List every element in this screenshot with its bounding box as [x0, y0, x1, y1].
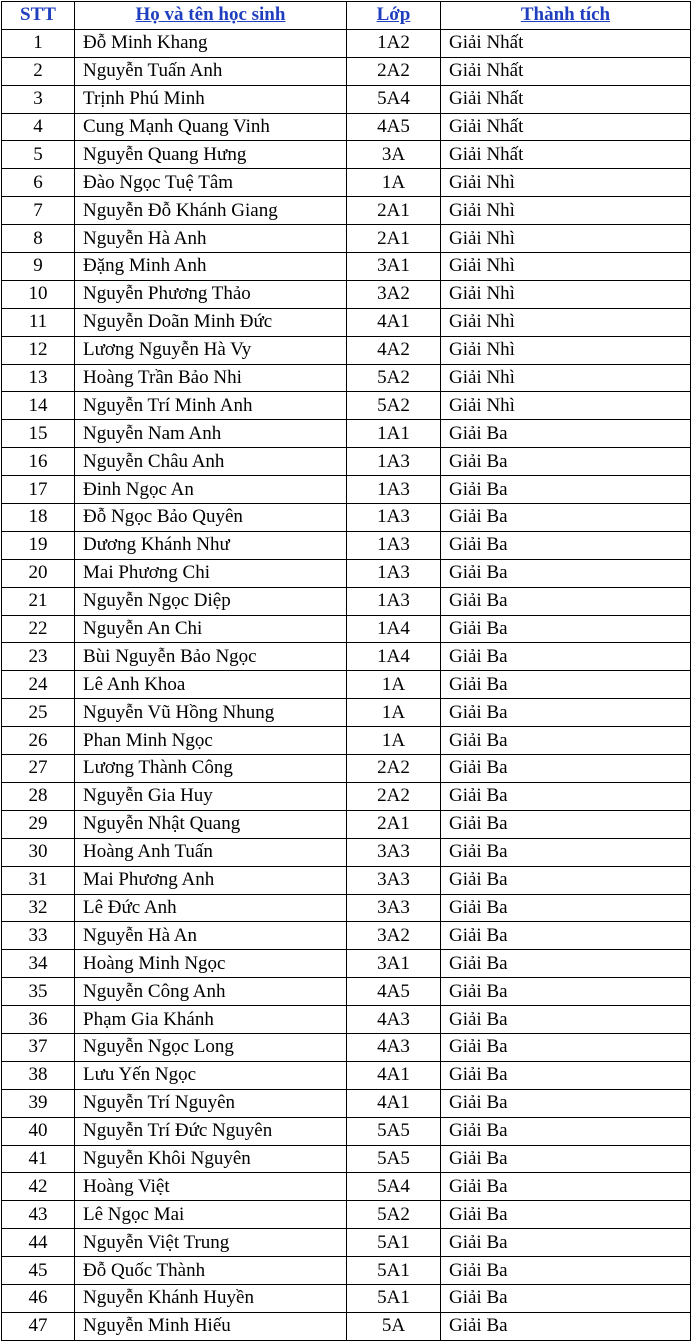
cell-name: Nguyễn Khánh Huyền — [75, 1284, 347, 1312]
cell-award: Giải Ba — [441, 838, 691, 866]
cell-class: 5A2 — [347, 364, 441, 392]
cell-class: 1A3 — [347, 448, 441, 476]
table-row — [2, 280, 691, 308]
cell-award: Giải Ba — [441, 448, 691, 476]
table-row — [2, 699, 691, 727]
cell-award: Giải Ba — [441, 922, 691, 950]
table-row — [2, 1173, 691, 1201]
cell-stt: 32 — [2, 894, 75, 922]
cell-award: Giải Ba — [441, 1006, 691, 1034]
cell-award: Giải Nhì — [441, 364, 691, 392]
cell-class: 3A1 — [347, 950, 441, 978]
table-row — [2, 197, 691, 225]
cell-name: Mai Phương Chi — [75, 559, 347, 587]
cell-award: Giải Ba — [441, 587, 691, 615]
cell-name: Cung Mạnh Quang Vinh — [75, 113, 347, 141]
cell-class: 1A4 — [347, 615, 441, 643]
cell-stt: 3 — [2, 85, 75, 113]
cell-name: Phan Minh Ngọc — [75, 727, 347, 755]
cell-class: 3A3 — [347, 866, 441, 894]
cell-name: Nguyễn Đỗ Khánh Giang — [75, 197, 347, 225]
cell-stt: 30 — [2, 838, 75, 866]
cell-name: Hoàng Anh Tuấn — [75, 838, 347, 866]
cell-class: 4A5 — [347, 978, 441, 1006]
cell-award: Giải Ba — [441, 866, 691, 894]
cell-stt: 23 — [2, 643, 75, 671]
cell-name: Lê Anh Khoa — [75, 671, 347, 699]
cell-name: Đào Ngọc Tuệ Tâm — [75, 169, 347, 197]
table-row — [2, 671, 691, 699]
table-row — [2, 838, 691, 866]
cell-award: Giải Nhất — [441, 113, 691, 141]
cell-class: 1A3 — [347, 476, 441, 504]
cell-award: Giải Nhất — [441, 85, 691, 113]
cell-award: Giải Ba — [441, 1201, 691, 1229]
cell-stt: 41 — [2, 1145, 75, 1173]
cell-name: Đặng Minh Anh — [75, 253, 347, 281]
table-row — [2, 978, 691, 1006]
cell-class: 1A — [347, 169, 441, 197]
cell-stt: 9 — [2, 253, 75, 281]
cell-stt: 29 — [2, 810, 75, 838]
cell-stt: 5 — [2, 141, 75, 169]
cell-class: 3A2 — [347, 280, 441, 308]
cell-class: 3A — [347, 141, 441, 169]
cell-stt: 34 — [2, 950, 75, 978]
cell-name: Lê Ngọc Mai — [75, 1201, 347, 1229]
cell-award: Giải Ba — [441, 1117, 691, 1145]
table-row — [2, 57, 691, 85]
cell-class: 3A1 — [347, 253, 441, 281]
cell-award: Giải Nhất — [441, 57, 691, 85]
cell-class: 2A2 — [347, 755, 441, 783]
cell-award: Giải Nhì — [441, 280, 691, 308]
cell-award: Giải Ba — [441, 1229, 691, 1257]
cell-name: Lưu Yến Ngọc — [75, 1061, 347, 1089]
cell-class: 5A5 — [347, 1145, 441, 1173]
cell-stt: 16 — [2, 448, 75, 476]
cell-class: 5A2 — [347, 392, 441, 420]
table-row — [2, 587, 691, 615]
table-row — [2, 336, 691, 364]
cell-name: Lương Thành Công — [75, 755, 347, 783]
cell-award: Giải Ba — [441, 1089, 691, 1117]
cell-class: 3A3 — [347, 894, 441, 922]
cell-class: 2A1 — [347, 225, 441, 253]
cell-award: Giải Ba — [441, 1257, 691, 1285]
table-row — [2, 1312, 691, 1340]
header-row — [2, 2, 691, 30]
table-row — [2, 922, 691, 950]
cell-class: 4A1 — [347, 1061, 441, 1089]
cell-name: Nguyễn Minh Hiếu — [75, 1312, 347, 1340]
header-award: Thành tích — [441, 2, 691, 30]
cell-stt: 38 — [2, 1061, 75, 1089]
cell-award: Giải Ba — [441, 810, 691, 838]
cell-award: Giải Nhì — [441, 169, 691, 197]
cell-name: Nguyễn Doãn Minh Đức — [75, 308, 347, 336]
cell-name: Nguyễn Gia Huy — [75, 782, 347, 810]
cell-stt: 25 — [2, 699, 75, 727]
table-row — [2, 113, 691, 141]
cell-stt: 40 — [2, 1117, 75, 1145]
cell-stt: 42 — [2, 1173, 75, 1201]
table-row — [2, 1089, 691, 1117]
cell-stt: 7 — [2, 197, 75, 225]
table-row — [2, 894, 691, 922]
cell-stt: 15 — [2, 420, 75, 448]
cell-stt: 33 — [2, 922, 75, 950]
cell-award: Giải Ba — [441, 643, 691, 671]
cell-award: Giải Ba — [441, 1173, 691, 1201]
cell-stt: 44 — [2, 1229, 75, 1257]
table-row — [2, 755, 691, 783]
cell-award: Giải Ba — [441, 950, 691, 978]
cell-stt: 2 — [2, 57, 75, 85]
cell-name: Hoàng Minh Ngọc — [75, 950, 347, 978]
cell-name: Đỗ Minh Khang — [75, 29, 347, 57]
cell-class: 4A5 — [347, 113, 441, 141]
table-row — [2, 1201, 691, 1229]
cell-stt: 17 — [2, 476, 75, 504]
table-row — [2, 1061, 691, 1089]
table-row — [2, 866, 691, 894]
cell-stt: 26 — [2, 727, 75, 755]
cell-name: Dương Khánh Như — [75, 531, 347, 559]
table-row — [2, 1229, 691, 1257]
cell-award: Giải Ba — [441, 782, 691, 810]
table-row — [2, 1033, 691, 1061]
cell-class: 4A1 — [347, 1089, 441, 1117]
cell-award: Giải Ba — [441, 1284, 691, 1312]
cell-award: Giải Ba — [441, 1145, 691, 1173]
cell-name: Nguyễn Ngọc Diệp — [75, 587, 347, 615]
table-row — [2, 727, 691, 755]
cell-stt: 19 — [2, 531, 75, 559]
header-class: Lớp — [347, 2, 441, 30]
cell-class: 4A3 — [347, 1033, 441, 1061]
cell-class: 4A1 — [347, 308, 441, 336]
cell-name: Nguyễn Tuấn Anh — [75, 57, 347, 85]
cell-class: 4A3 — [347, 1006, 441, 1034]
cell-stt: 43 — [2, 1201, 75, 1229]
cell-class: 1A3 — [347, 504, 441, 532]
cell-class: 2A1 — [347, 197, 441, 225]
cell-stt: 21 — [2, 587, 75, 615]
cell-stt: 45 — [2, 1257, 75, 1285]
cell-award: Giải Ba — [441, 727, 691, 755]
table-row — [2, 950, 691, 978]
cell-name: Nguyễn Phương Thảo — [75, 280, 347, 308]
cell-award: Giải Nhì — [441, 308, 691, 336]
cell-class: 3A3 — [347, 838, 441, 866]
cell-stt: 27 — [2, 755, 75, 783]
table-row — [2, 531, 691, 559]
cell-name: Hoàng Việt — [75, 1173, 347, 1201]
cell-stt: 28 — [2, 782, 75, 810]
table-row — [2, 643, 691, 671]
table-row — [2, 476, 691, 504]
cell-award: Giải Ba — [441, 420, 691, 448]
cell-class: 1A1 — [347, 420, 441, 448]
cell-class: 1A — [347, 671, 441, 699]
cell-name: Nguyễn An Chi — [75, 615, 347, 643]
cell-class: 5A1 — [347, 1284, 441, 1312]
cell-award: Giải Ba — [441, 615, 691, 643]
cell-stt: 1 — [2, 29, 75, 57]
cell-class: 1A3 — [347, 587, 441, 615]
cell-stt: 31 — [2, 866, 75, 894]
cell-award: Giải Ba — [441, 1312, 691, 1340]
cell-name: Phạm Gia Khánh — [75, 1006, 347, 1034]
table-row — [2, 448, 691, 476]
cell-stt: 46 — [2, 1284, 75, 1312]
cell-stt: 10 — [2, 280, 75, 308]
table-row — [2, 85, 691, 113]
table-row — [2, 1284, 691, 1312]
cell-award: Giải Ba — [441, 894, 691, 922]
cell-stt: 37 — [2, 1033, 75, 1061]
table-row — [2, 1257, 691, 1285]
cell-stt: 4 — [2, 113, 75, 141]
table-row — [2, 364, 691, 392]
cell-award: Giải Ba — [441, 671, 691, 699]
cell-award: Giải Nhất — [441, 29, 691, 57]
table-row — [2, 420, 691, 448]
cell-name: Lê Đức Anh — [75, 894, 347, 922]
cell-award: Giải Ba — [441, 755, 691, 783]
document-page — [0, 1, 691, 1343]
cell-class: 5A1 — [347, 1257, 441, 1285]
table-row — [2, 225, 691, 253]
table-row — [2, 141, 691, 169]
cell-award: Giải Nhì — [441, 225, 691, 253]
cell-name: Trịnh Phú Minh — [75, 85, 347, 113]
cell-name: Hoàng Trần Bảo Nhi — [75, 364, 347, 392]
cell-name: Lương Nguyễn Hà Vy — [75, 336, 347, 364]
cell-name: Nguyễn Khôi Nguyên — [75, 1145, 347, 1173]
cell-name: Nguyễn Ngọc Long — [75, 1033, 347, 1061]
cell-stt: 18 — [2, 504, 75, 532]
cell-class: 5A4 — [347, 1173, 441, 1201]
cell-class: 2A2 — [347, 782, 441, 810]
cell-stt: 24 — [2, 671, 75, 699]
cell-stt: 22 — [2, 615, 75, 643]
cell-name: Đinh Ngọc An — [75, 476, 347, 504]
cell-award: Giải Nhì — [441, 253, 691, 281]
header-name: Họ và tên học sinh — [75, 2, 347, 30]
cell-stt: 6 — [2, 169, 75, 197]
cell-stt: 20 — [2, 559, 75, 587]
cell-name: Nguyễn Châu Anh — [75, 448, 347, 476]
cell-name: Bùi Nguyễn Bảo Ngọc — [75, 643, 347, 671]
table-row — [2, 1006, 691, 1034]
cell-class: 1A — [347, 699, 441, 727]
table-row — [2, 253, 691, 281]
cell-class: 2A1 — [347, 810, 441, 838]
cell-class: 1A4 — [347, 643, 441, 671]
cell-stt: 47 — [2, 1312, 75, 1340]
cell-name: Nguyễn Hà An — [75, 922, 347, 950]
cell-award: Giải Ba — [441, 559, 691, 587]
cell-award: Giải Nhì — [441, 336, 691, 364]
cell-award: Giải Ba — [441, 476, 691, 504]
cell-stt: 13 — [2, 364, 75, 392]
table-row — [2, 810, 691, 838]
cell-award: Giải Nhì — [441, 392, 691, 420]
cell-name: Đỗ Ngọc Bảo Quyên — [75, 504, 347, 532]
cell-award: Giải Nhì — [441, 197, 691, 225]
cell-name: Nguyễn Việt Trung — [75, 1229, 347, 1257]
cell-award: Giải Ba — [441, 699, 691, 727]
cell-name: Đỗ Quốc Thành — [75, 1257, 347, 1285]
cell-stt: 39 — [2, 1089, 75, 1117]
cell-class: 5A4 — [347, 85, 441, 113]
cell-name: Mai Phương Anh — [75, 866, 347, 894]
table-row — [2, 504, 691, 532]
cell-class: 1A3 — [347, 531, 441, 559]
cell-name: Nguyễn Công Anh — [75, 978, 347, 1006]
table-header — [2, 2, 691, 30]
table-row — [2, 782, 691, 810]
cell-class: 1A3 — [347, 559, 441, 587]
cell-name: Nguyễn Trí Đức Nguyên — [75, 1117, 347, 1145]
cell-stt: 35 — [2, 978, 75, 1006]
table-row — [2, 392, 691, 420]
cell-name: Nguyễn Quang Hưng — [75, 141, 347, 169]
cell-name: Nguyễn Trí Nguyên — [75, 1089, 347, 1117]
cell-class: 4A2 — [347, 336, 441, 364]
cell-stt: 14 — [2, 392, 75, 420]
cell-class: 1A2 — [347, 29, 441, 57]
cell-award: Giải Ba — [441, 504, 691, 532]
header-stt: STT — [2, 2, 75, 30]
table-row — [2, 29, 691, 57]
cell-class: 5A — [347, 1312, 441, 1340]
cell-stt: 11 — [2, 308, 75, 336]
cell-award: Giải Ba — [441, 1061, 691, 1089]
cell-award: Giải Nhất — [441, 141, 691, 169]
cell-name: Nguyễn Vũ Hồng Nhung — [75, 699, 347, 727]
cell-class: 5A5 — [347, 1117, 441, 1145]
cell-class: 2A2 — [347, 57, 441, 85]
cell-stt: 12 — [2, 336, 75, 364]
cell-name: Nguyễn Trí Minh Anh — [75, 392, 347, 420]
cell-class: 3A2 — [347, 922, 441, 950]
cell-name: Nguyễn Nam Anh — [75, 420, 347, 448]
table-row — [2, 308, 691, 336]
table-row — [2, 169, 691, 197]
cell-stt: 36 — [2, 1006, 75, 1034]
cell-award: Giải Ba — [441, 978, 691, 1006]
cell-class: 5A1 — [347, 1229, 441, 1257]
cell-award: Giải Ba — [441, 531, 691, 559]
cell-award: Giải Ba — [441, 1033, 691, 1061]
cell-class: 5A2 — [347, 1201, 441, 1229]
table-row — [2, 615, 691, 643]
table-row — [2, 1117, 691, 1145]
cell-stt: 8 — [2, 225, 75, 253]
cell-name: Nguyễn Nhật Quang — [75, 810, 347, 838]
table-body — [2, 29, 691, 1340]
table-row — [2, 559, 691, 587]
table-row — [2, 1145, 691, 1173]
cell-class: 1A — [347, 727, 441, 755]
awards-table — [1, 1, 691, 1341]
cell-name: Nguyễn Hà Anh — [75, 225, 347, 253]
